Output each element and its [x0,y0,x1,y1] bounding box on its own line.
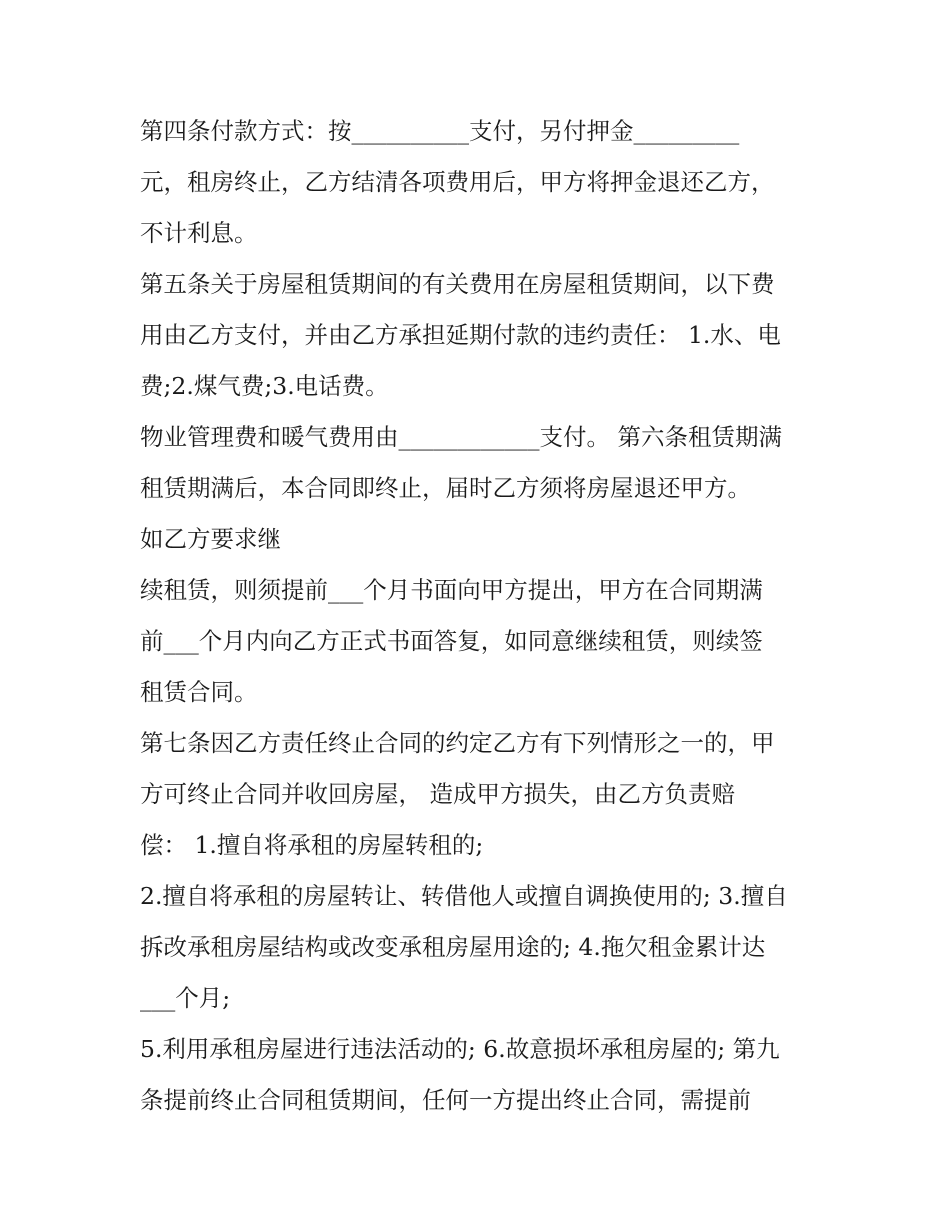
text-line: 5.利用承租房屋进行违法活动的; 6.故意损坏承租房屋的; 第九 [140,1035,780,1063]
contract-text [140,106,820,1126]
text-line: 第五条关于房屋租赁期间的有关费用在房屋租赁期间，以下费 [140,270,775,298]
text-line: 前___个月内向乙方正式书面答复，如同意继续租赁，则续签 [140,627,763,655]
text-line: 拆改承租房屋结构或改变承租房屋用途的; 4.拖欠租金累计达 [140,933,766,961]
text-line: 第四条付款方式：按__________支付，另付押金_________ [140,117,740,145]
text-line: 第七条因乙方责任终止合同的约定乙方有下列情形之一的，甲 [140,729,775,757]
text-line: 方可终止合同并收回房屋， 造成甲方损失，由乙方负责赔 [140,780,735,808]
text-line: 元，租房终止，乙方结清各项费用后，甲方将押金退还乙方， [140,168,775,196]
text-line: 物业管理费和暖气费用由____________支付。 第六条租赁期满 [140,423,782,451]
text-line: 用由乙方支付，并由乙方承担延期付款的违约责任： 1.水、电 [140,321,781,349]
text-line: 如乙方要求继 [140,525,281,553]
text-line: 续租赁，则须提前___个月书面向甲方提出，甲方在合同期满 [140,576,763,604]
text-line: 费;2.煤气费;3.电话费。 [140,372,389,400]
text-line: ___个月; [140,984,231,1012]
text-line: 偿： 1.擅自将承租的房屋转租的; [140,831,484,859]
text-line: 不计利息。 [140,219,258,247]
text-line: 2.擅自将承租的房屋转让、转借他人或擅自调换使用的; 3.擅自 [140,882,788,910]
text-line: 租赁期满后，本合同即终止，届时乙方须将房屋退还甲方。 [140,474,751,502]
text-line: 租赁合同。 [140,678,258,706]
text-line: 条提前终止合同租赁期间，任何一方提出终止合同，需提前 [140,1086,751,1114]
